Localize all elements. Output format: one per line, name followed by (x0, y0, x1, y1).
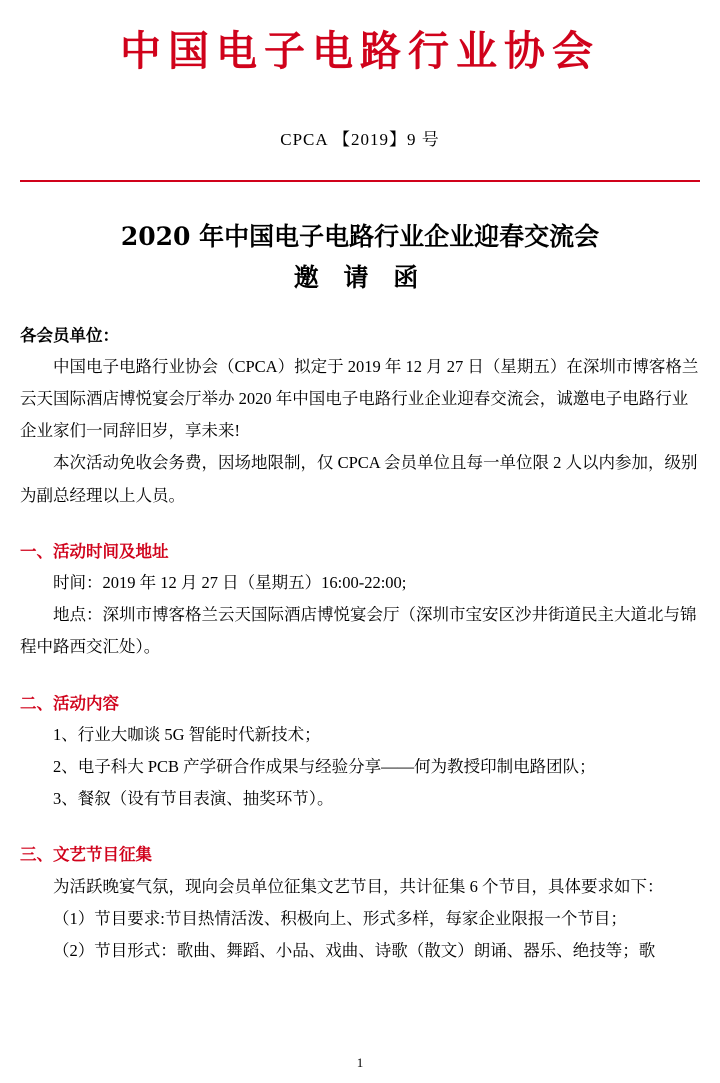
document-page (0, 18, 720, 1083)
page-number: 1 (356, 1055, 364, 1070)
section-heading-2: 二、活动内容 (20, 693, 119, 713)
red-divider (20, 180, 700, 182)
organization-title: 中国电子电路行业协会 (120, 27, 600, 75)
section-3-line-1: 为活跃晚宴气氛，现向会员单位征集文艺节目，共计征集 6 个节目，具体要求如下： (53, 876, 664, 896)
section-heading-1: 一、活动时间及地址 (20, 541, 169, 561)
section-1-line-1: 时间：2019 年 12 月 27 日（星期五）16:00-22:00; (53, 573, 407, 593)
section-3-line-3: （2）节目形式：歌曲、舞蹈、小品、戏曲、诗歌（散文）朗诵、器乐、绝技等；歌 (53, 941, 656, 961)
salutation: 各会员单位： (20, 325, 119, 345)
document-title-line2: 邀 请 函 (293, 262, 427, 292)
document-number: CPCA 【2019】9 号 (280, 130, 440, 149)
section-2-line-1: 1、行业大咖谈 5G 智能时代新技术； (53, 724, 321, 744)
intro-paragraph-1: 中国电子电路行业协会（CPCA）拟定于 2019 年 12 月 27 日（星期五）在深圳市博客格兰云天国际酒店博悦宴会厅举办 2020 年中国电子电路行业企业迎春交流会，诚邀电子电路行业企业家们一同辞旧岁，享未来! (20, 356, 699, 441)
intro-paragraph-2: 本次活动免收会务费，因场地限制，仅 CPCA 会员单位且每一单位限 2 人以内参加，级别为副总经理以上人员。 (20, 453, 698, 505)
section-heading-3: 三、文艺节目征集 (20, 845, 152, 865)
section-3-line-2: （1）节目要求:节目热情活泼、积极向上、形式多样，每家企业限报一个节目； (53, 908, 627, 928)
section-2-line-3: 3、餐叙（设有节目表演、抽奖环节）。 (53, 789, 334, 809)
section-2-line-2: 2、电子科大 PCB 产学研合作成果与经验分享——何为教授印制电路团队； (53, 757, 596, 777)
section-1-line-2: 地点：深圳市博客格兰云天国际酒店博悦宴会厅（深圳市宝安区沙井街道民主大道北与锦程中路西交汇处）。 (20, 605, 697, 657)
document-title-line1: 2020 年中国电子电路行业企业迎春交流会 (120, 222, 600, 251)
